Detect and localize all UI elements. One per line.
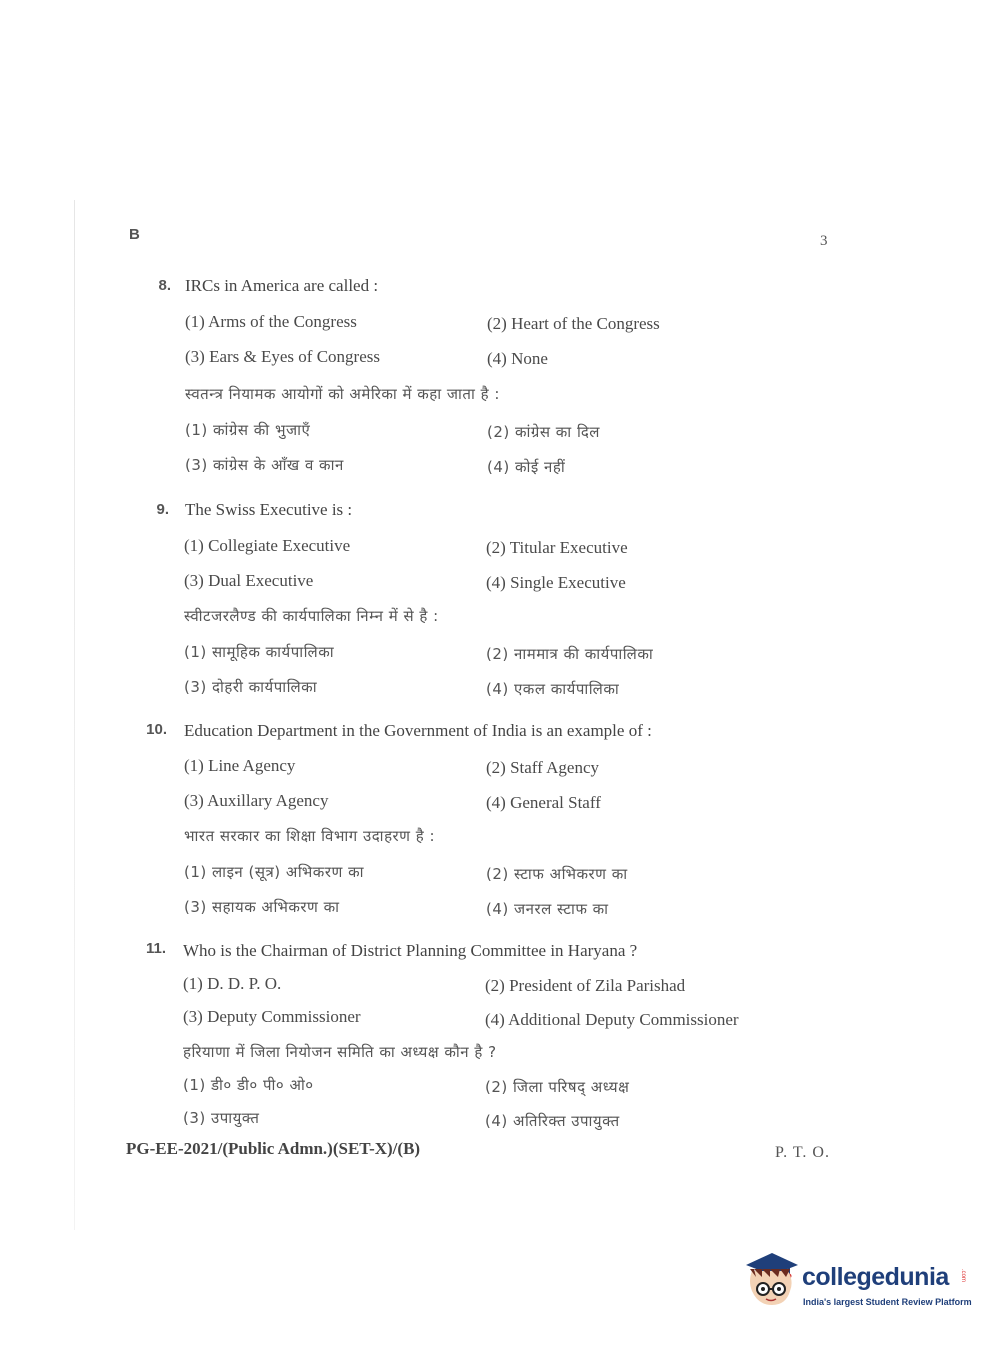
option-1: (1) Arms of the Congress <box>185 312 357 331</box>
option-2: (2) President of Zila Parishad <box>485 976 686 995</box>
option-3: (3) Dual Executive <box>184 571 314 590</box>
brand-tagline: India's largest Student Review Platform <box>803 1297 972 1307</box>
option-4-hindi: (4) कोई नहीं <box>487 458 566 476</box>
brand-name: collegedunia <box>802 1263 949 1291</box>
question-number: 11. <box>145 940 166 957</box>
question-text: IRCs in America are called : <box>185 276 379 295</box>
option-2-hindi: (2) कांग्रेस का दिल <box>487 423 600 441</box>
option-2-hindi: (2) स्टाफ अभिकरण का <box>486 865 628 883</box>
option-2-hindi: (2) जिला परिषद् अध्यक्ष <box>485 1078 630 1096</box>
option-3-hindi: (3) कांग्रेस के आँख व कान <box>185 456 344 474</box>
option-4: (4) General Staff <box>486 793 601 812</box>
option-3-hindi: (3) दोहरी कार्यपालिका <box>184 678 318 696</box>
page-number: 3 <box>820 233 828 249</box>
option-1: (1) Line Agency <box>184 756 296 775</box>
option-1-hindi: (1) डी० डी० पी० ओ० <box>183 1076 314 1094</box>
option-4-hindi: (4) अतिरिक्त उपायुक्त <box>485 1112 620 1130</box>
option-1-hindi: (1) लाइन (सूत्र) अभिकरण का <box>184 863 364 881</box>
page-margin-line <box>74 200 75 1230</box>
question-text-hindi: स्वतन्त्र नियामक आयोगों को अमेरिका में कहा जाता है : <box>185 385 500 403</box>
question-text: Education Department in the Government of India is an example of : <box>184 721 652 740</box>
option-1: (1) Collegiate Executive <box>184 536 351 555</box>
set-label: B <box>129 226 140 243</box>
option-1-hindi: (1) कांग्रेस की भुजाएँ <box>185 421 311 439</box>
mascot-icon <box>742 1247 800 1309</box>
option-3: (3) Ears & Eyes of Congress <box>185 347 380 366</box>
option-1-hindi: (1) सामूहिक कार्यपालिका <box>184 643 335 661</box>
option-4-hindi: (4) जनरल स्टाफ का <box>486 900 609 918</box>
option-4-hindi: (4) एकल कार्यपालिका <box>486 680 620 698</box>
question-text-hindi: स्वीटजरलैण्ड की कार्यपालिका निम्न में से है : <box>184 607 439 625</box>
brand-suffix: .com <box>960 1269 966 1283</box>
option-1: (1) D. D. P. O. <box>183 974 282 993</box>
question-text: Who is the Chairman of District Planning Committee in Haryana ? <box>183 941 638 960</box>
pto-label: P. T. O. <box>775 1144 830 1161</box>
question-text: The Swiss Executive is : <box>185 500 353 519</box>
question-number: 10. <box>146 721 167 738</box>
collegedunia-watermark <box>742 1247 972 1317</box>
option-4: (4) None <box>487 349 548 368</box>
option-2-hindi: (2) नाममात्र की कार्यपालिका <box>486 645 654 663</box>
option-3: (3) Deputy Commissioner <box>183 1007 361 1026</box>
question-text-hindi: हरियाणा में जिला नियोजन समिति का अध्यक्ष कौन है ? <box>183 1043 497 1061</box>
option-4: (4) Single Executive <box>486 573 626 592</box>
option-3-hindi: (3) उपायुक्त <box>183 1109 260 1127</box>
paper-code: PG-EE-2021/(Public Admn.)(SET-X)/(B) <box>126 1139 421 1158</box>
question-text-hindi: भारत सरकार का शिक्षा विभाग उदाहरण है : <box>184 827 436 845</box>
option-2: (2) Heart of the Congress <box>487 314 660 333</box>
question-number: 8. <box>158 277 171 294</box>
question-number: 9. <box>156 501 169 518</box>
option-3: (3) Auxillary Agency <box>184 791 329 810</box>
option-2: (2) Titular Executive <box>486 538 628 557</box>
option-4: (4) Additional Deputy Commissioner <box>485 1010 739 1029</box>
option-3-hindi: (3) सहायक अभिकरण का <box>184 898 340 916</box>
option-2: (2) Staff Agency <box>486 758 599 777</box>
